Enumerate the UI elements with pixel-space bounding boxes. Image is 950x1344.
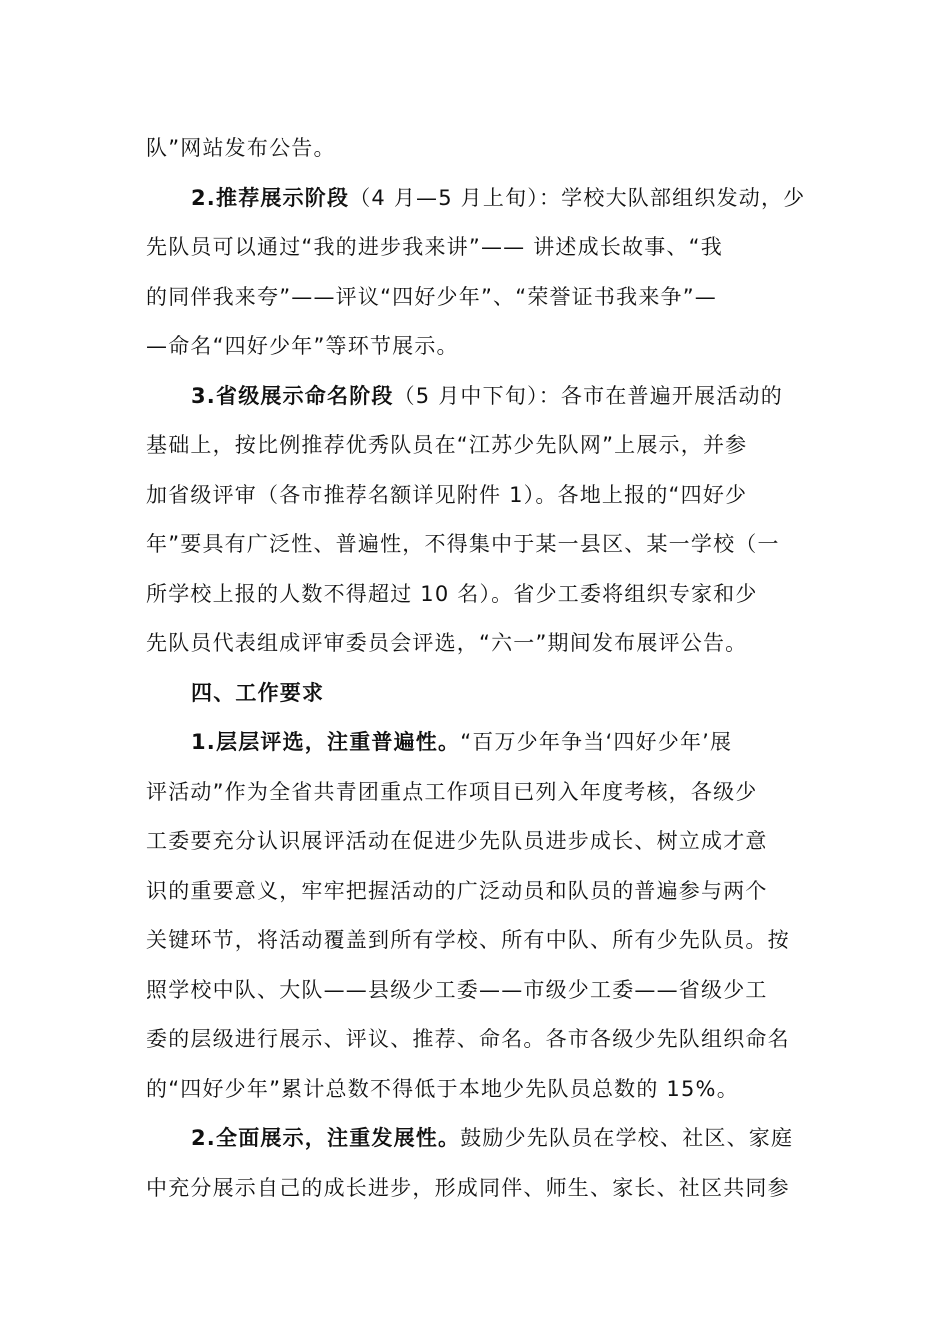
text-line: 评活动”作为全省共青团重点工作项目已列入年度考核，各级少 [146, 779, 758, 804]
paragraph-lead: 3.省级展示命名阶段 [191, 383, 394, 408]
text-line: 照学校中队、大队——县级少工委——市级少工委——省级少工 [146, 977, 768, 1002]
text-line: 中充分展示自己的成长进步，形成同伴、师生、家长、社区共同参 [146, 1175, 790, 1200]
paragraph-comprehensive-display [146, 1114, 812, 1213]
text-line: 先队员可以通过“我的进步我来讲”—— 讲述成长故事、“我 [146, 235, 723, 259]
paragraph-lead: 2.推荐展示阶段 [191, 185, 350, 210]
text-line: 加省级评审（各市推荐名额详见附件 1）。各地上报的“四好少 [146, 482, 748, 507]
text-fragment: （4 月—5 月上旬）：学校大队部组织发动，少 [349, 185, 806, 210]
text-line [146, 174, 812, 224]
paragraph-continuation [146, 124, 812, 174]
text-line: 队”网站发布公告。 [146, 136, 336, 160]
text-line: 委的层级进行展示、评议、推荐、命名。各市各级少先队组织命名 [146, 1027, 790, 1051]
text-line: 关键环节，将活动覆盖到所有学校、所有中队、所有少先队员。按 [146, 928, 790, 952]
paragraph-lead: 2.全面展示，注重发展性。 [191, 1126, 461, 1150]
text-line: 所学校上报的人数不得超过 10 名）。省少工委将组织专家和少 [146, 581, 758, 606]
text-line: —命名“四好少年”等环节展示。 [146, 334, 459, 358]
paragraph-layered-selection [146, 718, 812, 1114]
text-line: 年”要具有广泛性、普遍性，不得集中于某一县区、某一学校（一 [146, 532, 780, 556]
text-fragment: “百万少年争当‘四好少年’展 [460, 730, 733, 754]
text-line: 识的重要意义，牢牢把握活动的广泛动员和队员的普遍参与两个 [146, 878, 768, 903]
section-heading: 四、工作要求 [191, 680, 325, 705]
text-line: 的“四好少年”累计总数不得低于本地少先队员总数的 15%。 [146, 1076, 739, 1101]
text-fragment: 鼓励少先队员在学校、社区、家庭 [460, 1126, 794, 1150]
text-line: 先队员代表组成评审委员会评选，“六一”期间发布展评公告。 [146, 631, 748, 655]
paragraph-provincial-stage [146, 372, 812, 669]
paragraph-recommend-stage [146, 174, 812, 372]
paragraph-lead: 1.层层评选，注重普遍性。 [191, 730, 461, 754]
text-line: 的同伴我来夸”——评议“四好少年”、“荣誉证书我来争”— [146, 284, 717, 309]
text-fragment: （5 月中下旬）：各市在普遍开展活动的 [393, 383, 783, 408]
text-line [146, 718, 812, 768]
text-line: 基础上，按比例推荐优秀队员在“江苏少先队网”上展示，并参 [146, 433, 748, 457]
text-line [146, 1114, 812, 1164]
text-line [146, 372, 812, 422]
text-line: 工委要充分认识展评活动在促进少先队员进步成长、树立成才意 [146, 829, 768, 853]
document-body [146, 124, 812, 1213]
